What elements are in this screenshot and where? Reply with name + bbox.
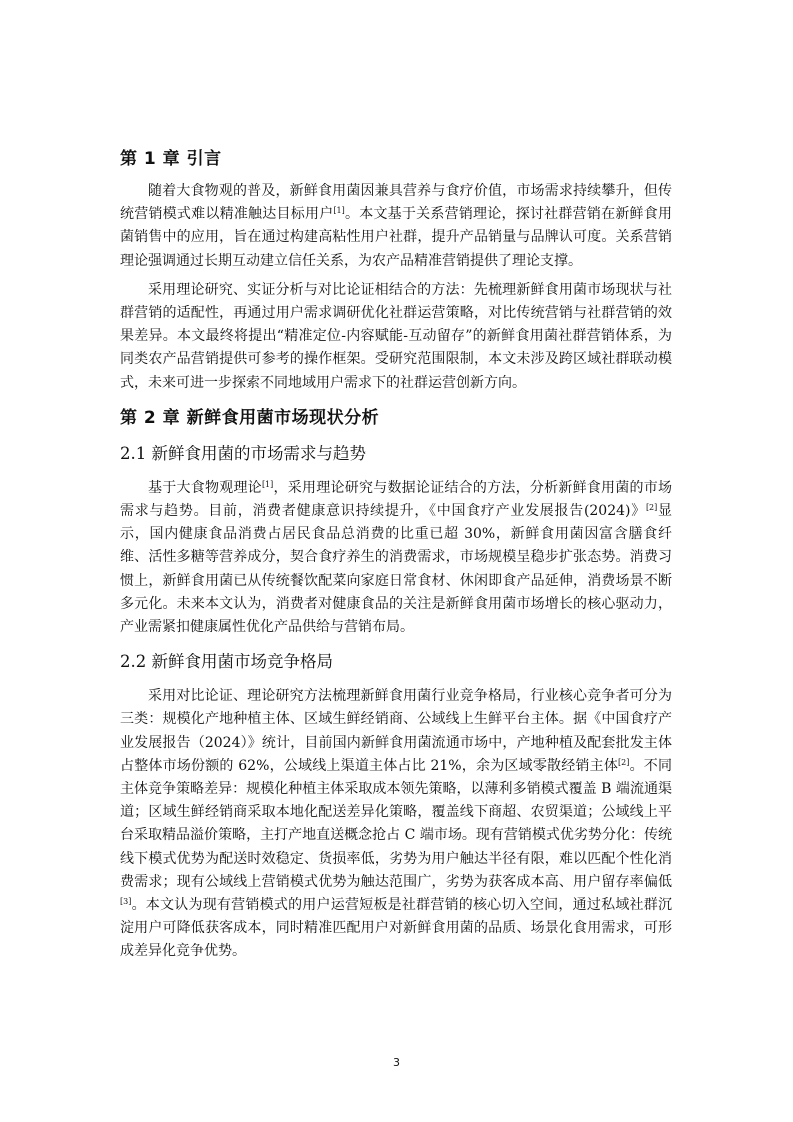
citation-ref: [3]: [120, 897, 132, 907]
paragraph-text: 。本文认为现有营销模式的用户运营短板是社群营销的核心切入空间，通过私域社群沉淀用户可降低获客成本，同时精准匹配用户对新鲜食用菌的品质、场景化食用需求，可形成差异化竞争优势。: [120, 897, 672, 960]
section-2-1-heading: 2.1 新鲜食用菌的市场需求与趋势: [120, 443, 366, 463]
page-number: 3: [393, 1056, 400, 1069]
citation-ref: [2]: [645, 503, 658, 513]
paragraph-text: 采用对比论证、理论研究方法梳理新鲜食用菌行业竞争格局，行业核心竞争者可分为三类：规模化产地种植主体、区域生鲜经销商、公域线上生鲜平台主体。据《中国食疗产业发展报告（2024）》统计，目前国内新鲜食用菌流通市场中，产地种植及配套批发主体占整体市场份额的 62%，公域线上渠道主体占比 21%，余为区域零散经销主体: [120, 688, 672, 774]
citation-ref: [1]: [333, 206, 345, 216]
paragraph-text: 基于大食物观理论: [148, 479, 262, 496]
paragraph-text: 显示，国内健康食品消费占居民食品总消费的比重已超 30%，新鲜食用菌因富含膳食纤维、活性多糖等营养成分，契合食疗养生的消费需求，市场规模呈稳步扩张态势。消费习惯上，新鲜食用菌已从传统餐饮配菜向家庭日常食材、休闲即食产品延伸，消费场景不断多元化。未来本文认为，消费者对健康食品的关注是新鲜食用菌市场增长的核心驱动力，产业需紧扣健康属性优化产品供给与营销布局。: [120, 503, 672, 636]
section-2-2-paragraph: [120, 685, 672, 963]
paragraph-text: 。本文基于关系营销理论，探讨社群营销在新鲜食用菌销售中的应用，旨在通过构建高粘性用户社群，提升产品销量与品牌认可度。关系营销理论强调通过长期互动建立信任关系，为农产品精准营销提供了理论支撑。: [120, 206, 673, 269]
chapter-1-paragraph-1: [120, 180, 672, 273]
page-content: [120, 142, 672, 964]
citation-ref: [1]: [261, 479, 274, 489]
chapter-1-heading: 第 1 章 引言: [120, 149, 222, 169]
chapter-1-paragraph-2: 采用理论研究、实证分析与对比论证相结合的方法：先梳理新鲜食用菌市场现状与社群营销的适配性，再通过用户需求调研优化社群运营策略，对比传统营销与社群营销的效果差异。本文最终将提出“精准定位-内容赋能-互动留存”的新鲜食用菌社群营销体系，为同类农产品营销提供可参考的操作框架。受研究范围限制，本文未涉及跨区域社群联动模式，未来可进一步探索不同地域用户需求下的社群运营创新方向。: [120, 281, 672, 391]
paragraph-text: 随着大食物观的普及，新鲜食用菌因兼具营养与食疗价值，市场需求持续攀升，但传统营销模式难以精准触达目标用户: [120, 183, 672, 223]
citation-ref: [2]: [618, 757, 630, 767]
paragraph-text: 。不同主体竞争策略差异：规模化种植主体采取成本领先策略，以薄利多销模式覆盖 B 端流通渠道；区域生鲜经销商采取本地化配送差异化策略，覆盖线下商超、农贸渠道；公域线上平台采取精品溢价策略，主打产地直送概念抢占 C 端市场。现有营销模式优劣势分化：传统线下模式优势为配送时效稳定、货损率低，劣势为用户触达半径有限，难以匹配个性化消费需求；现有公域线上营销模式优势为触达范围广，劣势为获客成本高、用户留存率偏低: [120, 757, 672, 890]
section-2-2-heading: 2.2 新鲜食用菌市场竞争格局: [120, 652, 333, 672]
chapter-2-heading: 第 2 章 新鲜食用菌市场现状分析: [120, 407, 380, 428]
section-2-1-paragraph: [120, 477, 672, 639]
paragraph-text: ，采用理论研究与数据论证结合的方法，分析新鲜食用菌的市场需求与趋势。目前，消费者健康意识持续提升，《中国食疗产业发展报告(2024)》: [120, 479, 673, 520]
